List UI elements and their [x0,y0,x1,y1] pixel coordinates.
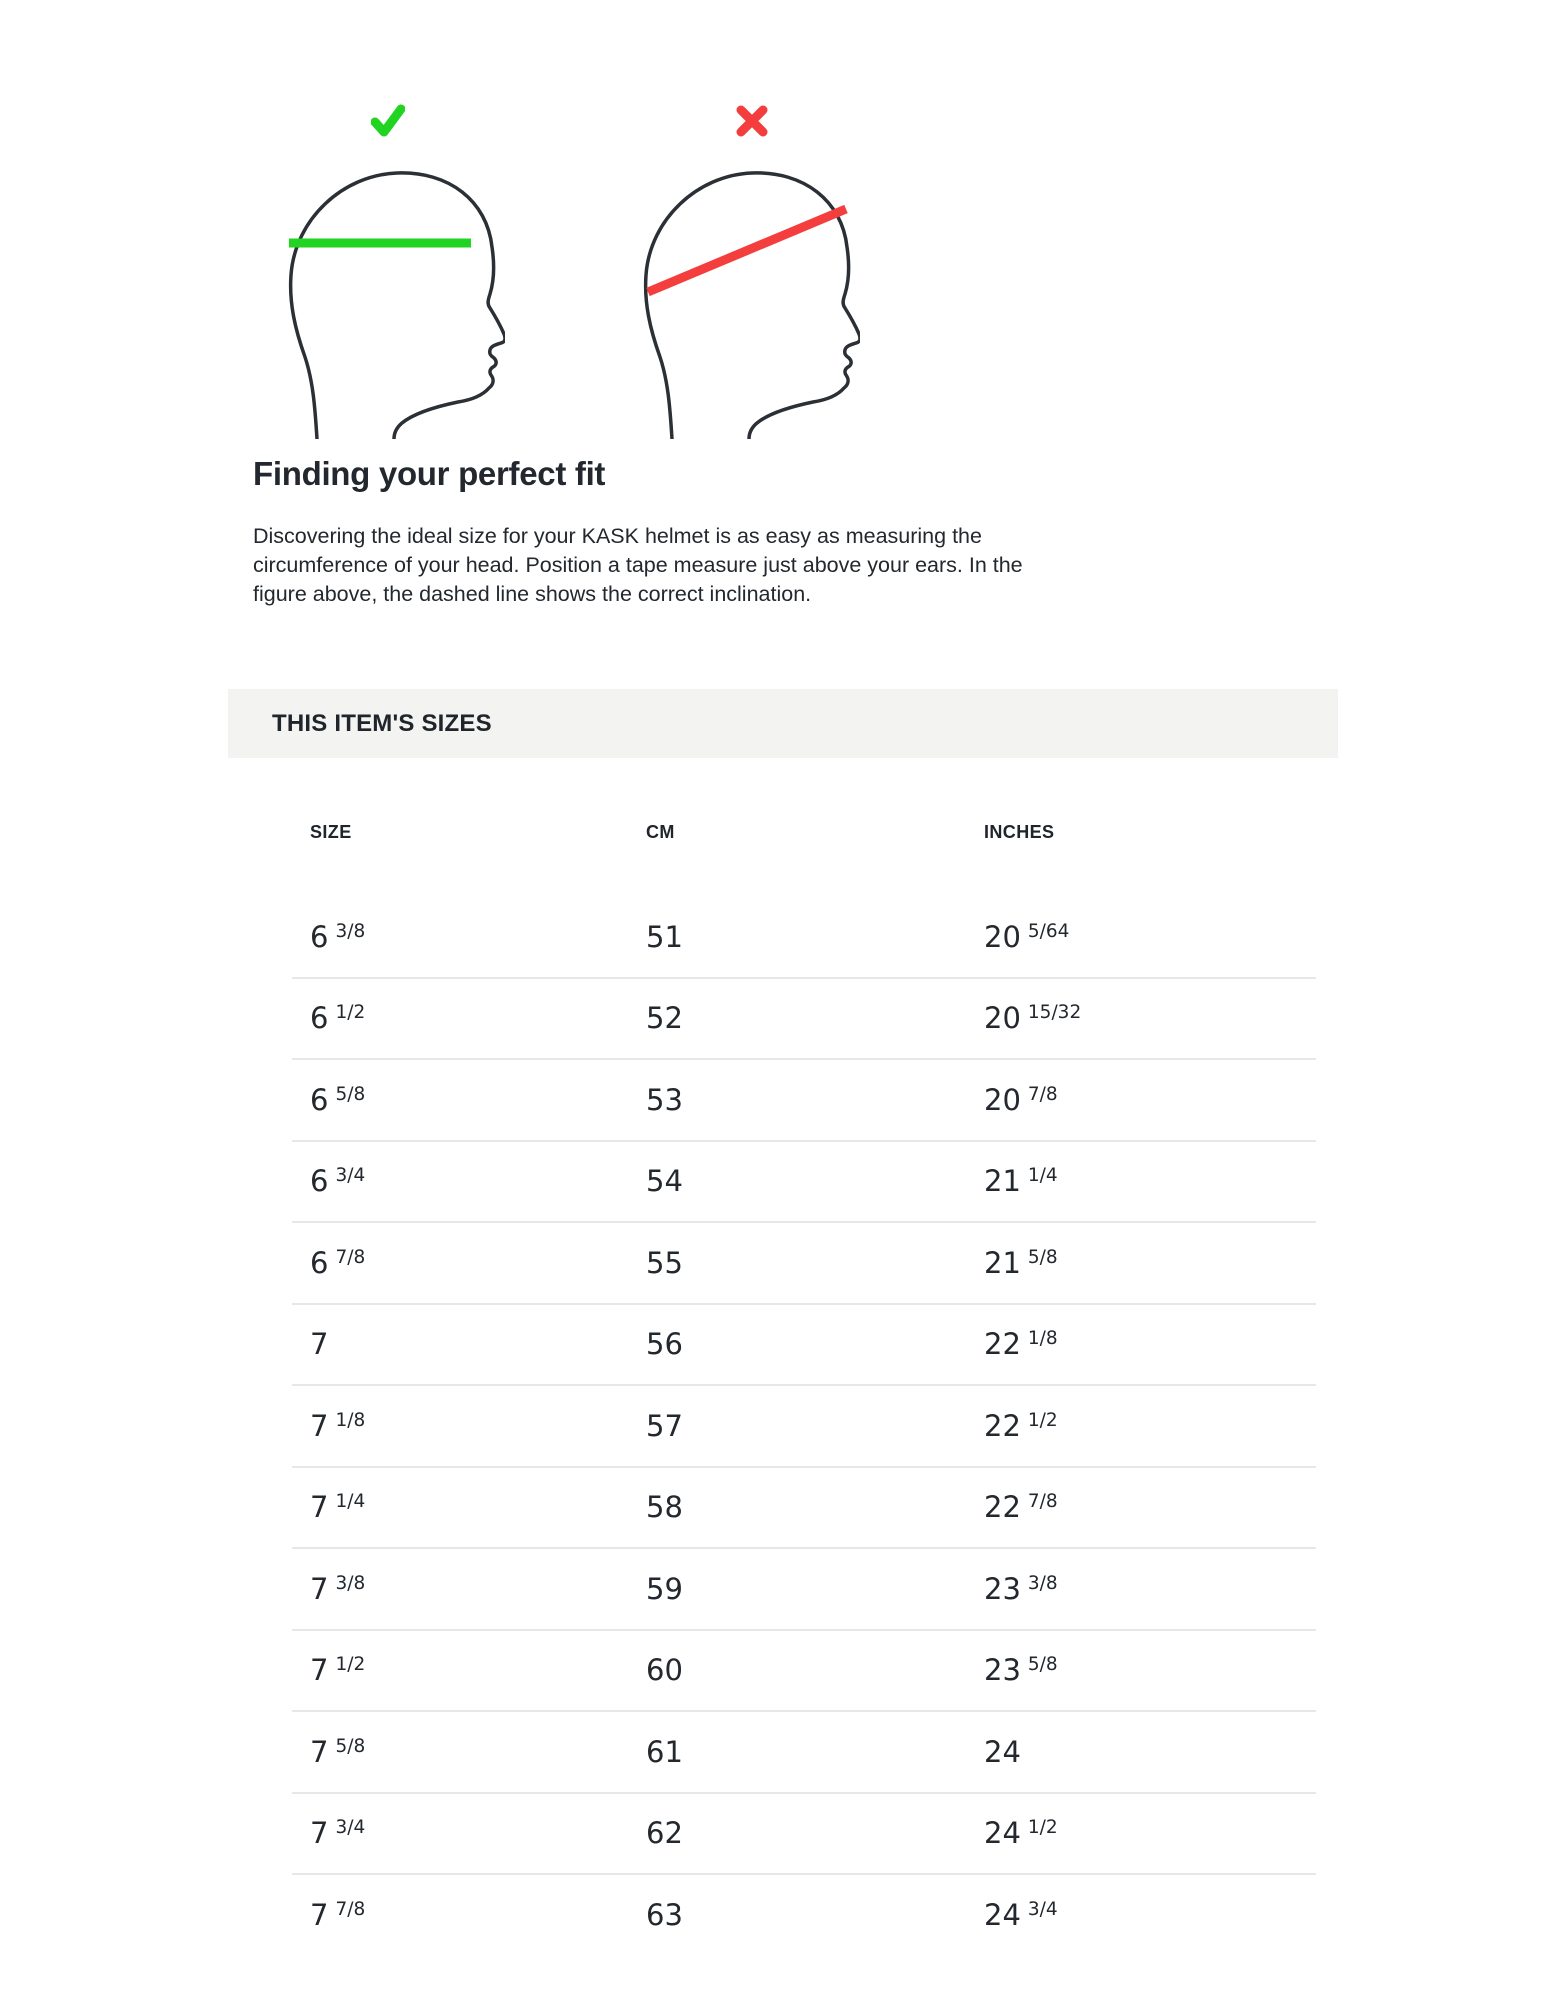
inches-cell [984,1653,1058,1687]
size-cell [310,1898,365,1932]
size-fraction: 5/8 [335,1735,366,1757]
inches-fraction: 7/8 [1027,1083,1058,1105]
inches-fraction: 5/8 [1027,1654,1058,1676]
size-cell [310,1735,365,1769]
check-icon [371,104,405,138]
size-cell [310,1327,328,1361]
body-line: Discovering the ideal size for your KASK helmet is as easy as measuring the [253,524,982,548]
sizes-band [228,689,1338,758]
size-cell [310,1409,365,1443]
size-value: 7 [310,1571,329,1606]
cm-value: 63 [646,1897,683,1932]
inches-fraction: 5/8 [1027,1246,1058,1268]
cm-cell [646,1490,683,1524]
inches-cell [984,1898,1058,1932]
column-header-size: SIZE [310,822,352,842]
size-cell [310,1164,365,1198]
size-fraction: 1/8 [335,1409,366,1431]
cm-value: 58 [646,1490,683,1525]
size-cell [310,1246,365,1280]
inches-cell [984,1409,1058,1443]
size-value: 6 [310,1001,329,1036]
inches-value: 21 [984,1245,1021,1280]
cm-value: 61 [646,1734,683,1769]
cm-value: 52 [646,1001,683,1036]
size-table-header [0,822,1541,846]
cm-value: 54 [646,1164,683,1199]
size-value: 7 [310,1897,329,1932]
table-row [292,1549,1316,1631]
size-fraction: 1/2 [335,1002,366,1024]
size-fraction: 7/8 [335,1898,366,1920]
table-row [292,1468,1316,1550]
section-heading: Finding your perfect fit [253,455,606,492]
inches-cell [984,1735,1021,1769]
size-fraction: 1/4 [335,1491,366,1513]
inches-value: 24 [984,1734,1021,1769]
cm-value: 57 [646,1408,683,1443]
size-value: 6 [310,919,329,954]
head-outline-incorrect [640,167,860,439]
cm-cell [646,1083,683,1117]
size-cell [310,1572,365,1606]
inches-value: 20 [984,919,1021,954]
size-cell [310,1083,365,1117]
size-table-body [292,897,1316,1955]
size-cell [310,920,365,954]
inches-cell [984,1083,1058,1117]
size-fraction: 5/8 [335,1083,366,1105]
size-value: 7 [310,1816,329,1851]
inches-cell [984,1816,1058,1850]
size-fraction: 7/8 [335,1246,366,1268]
inches-fraction: 1/8 [1027,1328,1058,1350]
size-fraction: 3/4 [335,1817,366,1839]
size-value: 6 [310,1164,329,1199]
size-value: 7 [310,1734,329,1769]
inches-cell [984,1327,1058,1361]
inches-value: 24 [984,1897,1021,1932]
cm-cell [646,1246,683,1280]
inches-cell [984,1164,1058,1198]
size-fraction: 3/4 [335,1165,366,1187]
inches-cell [984,920,1069,954]
table-row [292,1712,1316,1794]
cm-value: 62 [646,1816,683,1851]
section-body [253,522,1023,609]
table-row [292,1305,1316,1387]
cm-value: 59 [646,1571,683,1606]
table-row [292,1794,1316,1876]
size-cell [310,1653,365,1687]
head-outline-correct [285,167,505,439]
table-row [292,1060,1316,1142]
cm-cell [646,1001,683,1035]
inches-value: 23 [984,1571,1021,1606]
inches-value: 23 [984,1653,1021,1688]
inches-fraction: 1/2 [1027,1409,1058,1431]
inches-value: 20 [984,1001,1021,1036]
size-fraction: 1/2 [335,1654,366,1676]
body-line: figure above, the dashed line shows the correct inclination. [253,582,812,606]
size-value: 6 [310,1245,329,1280]
inches-cell [984,1490,1058,1524]
size-cell [310,1816,365,1850]
x-icon [736,105,768,137]
table-row [292,897,1316,979]
inches-fraction: 15/32 [1027,1002,1082,1024]
cm-cell [646,1164,683,1198]
cm-cell [646,1816,683,1850]
cm-value: 55 [646,1245,683,1280]
inches-cell [984,1001,1081,1035]
cm-cell [646,1735,683,1769]
size-value: 7 [310,1408,329,1443]
cm-cell [646,1327,683,1361]
sizes-band-title: THIS ITEM'S SIZES [272,709,492,737]
table-row [292,1142,1316,1224]
table-row [292,979,1316,1061]
size-value: 6 [310,1082,329,1117]
body-line: circumference of your head. Position a tape measure just above your ears. In the [253,553,1023,577]
size-cell [310,1490,365,1524]
cm-cell [646,920,683,954]
cm-value: 60 [646,1653,683,1688]
inches-fraction: 5/64 [1027,920,1070,942]
cm-value: 56 [646,1327,683,1362]
table-row [292,1386,1316,1468]
inches-value: 22 [984,1327,1021,1362]
inches-fraction: 3/8 [1027,1572,1058,1594]
table-row [292,1631,1316,1713]
inches-fraction: 7/8 [1027,1491,1058,1513]
inches-value: 21 [984,1164,1021,1199]
inches-value: 24 [984,1816,1021,1851]
inches-value: 20 [984,1082,1021,1117]
inches-fraction: 1/4 [1027,1165,1058,1187]
size-value: 7 [310,1490,329,1525]
inches-fraction: 1/2 [1027,1817,1058,1839]
size-cell [310,1001,365,1035]
cm-cell [646,1572,683,1606]
inches-cell [984,1572,1058,1606]
inches-cell [984,1246,1058,1280]
cm-value: 53 [646,1082,683,1117]
size-value: 7 [310,1327,329,1362]
cm-cell [646,1653,683,1687]
size-value: 7 [310,1653,329,1688]
inches-value: 22 [984,1490,1021,1525]
table-row [292,1223,1316,1305]
cm-cell [646,1409,683,1443]
size-fraction: 3/8 [335,920,366,942]
column-header-inches: INCHES [984,822,1055,842]
table-row [292,1875,1316,1955]
column-header-cm: CM [646,822,675,842]
inches-value: 22 [984,1408,1021,1443]
measuring-line-incorrect [648,209,846,292]
cm-value: 51 [646,919,683,954]
size-fraction: 3/8 [335,1572,366,1594]
cm-cell [646,1898,683,1932]
inches-fraction: 3/4 [1027,1898,1058,1920]
